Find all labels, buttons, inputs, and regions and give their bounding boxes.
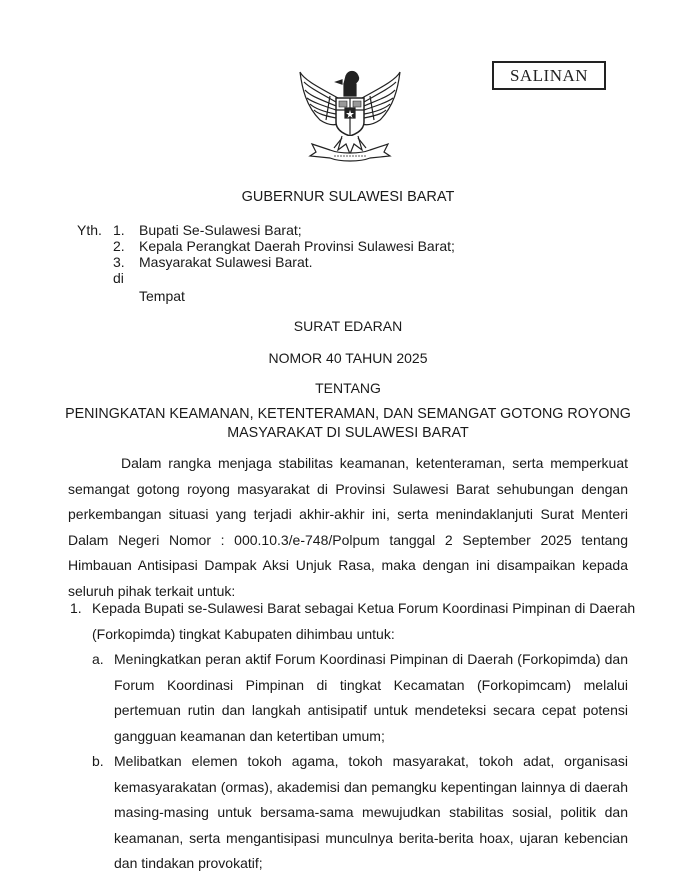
subpoint-line: Melibatkan elemen tokoh agama, tokoh masyarakat, tokoh adat, organisasi: [114, 753, 628, 769]
subject-line: PENINGKATAN KEAMANAN, KETENTERAMAN, DAN SEMANGAT GOTONG ROYONG: [65, 406, 631, 422]
intro-paragraph: [68, 451, 628, 605]
point-number: 1.: [70, 600, 82, 616]
point-line: (Forkopimda) tingkat Kabupaten dihimbau untuk:: [92, 625, 395, 642]
addressee-text: Kepala Perangkat Daerah Provinsi Sulawesi Barat;: [139, 238, 455, 254]
subpoint-line: Forum Koordinasi Pimpinan di tingkat Kecamatan (Forkopimcam) melalui: [114, 676, 628, 693]
subpoint-line: pertemuan rutin dan langkah antisipatif untuk mendeteksi secara cepat potensi: [114, 702, 628, 719]
subpoint-line: kemasyarakatan (ormas), akademisi dan pemangku kepentingan lainnya di daerah: [114, 778, 628, 795]
paragraph-line: Himbauan Antisipasi Dampak Aksi Unjuk Rasa, maka dengan ini disampaikan kepada: [68, 557, 628, 574]
addressee-text: Masyarakat Sulawesi Barat.: [139, 254, 313, 270]
addressee-label: Yth.: [77, 222, 102, 238]
paragraph-line: perkembangan situasi yang terjadi akhir-akhir ini, serta menindaklanjuti Surat Menteri: [68, 506, 628, 523]
subpoint-line: masing-masing untuk bersama-sama mewujudkan stabilitas sosial, politik dan: [114, 804, 628, 821]
about-label: TENTANG: [315, 380, 381, 396]
paragraph-line: seluruh pihak terkait untuk:: [68, 582, 236, 599]
paragraph-line: Dalam Negeri Nomor : 000.10.3/e-748/Polpum tanggal 2 September 2025 tentang: [68, 531, 628, 548]
di-label: di: [113, 270, 124, 286]
garuda-emblem-icon: [290, 58, 410, 178]
subpoint-line: keamanan, serta mengantisipasi munculnya berita-berita hoax, ujaran kebencian: [114, 829, 628, 846]
subpoint-letter: a.: [92, 651, 104, 667]
subpoint-line: Meningkatkan peran aktif Forum Koordinasi Pimpinan di Daerah (Forkopimda) dan: [114, 651, 628, 667]
addressee-text: Bupati Se-Sulawesi Barat;: [139, 222, 302, 238]
subpoint-text: [114, 749, 628, 877]
paragraph-line: Dalam rangka menjaga stabilitas keamanan, ketenteraman, serta memperkuat: [121, 455, 628, 471]
point-line: Kepada Bupati se-Sulawesi Barat sebagai Ketua Forum Koordinasi Pimpinan di Daerah: [92, 600, 636, 616]
addressee-number: 1.: [113, 222, 125, 238]
subpoint-line: gangguan keamanan dan ketertiban umum;: [114, 727, 385, 744]
subpoint-letter: b.: [92, 753, 104, 769]
subpoint-text: [114, 647, 628, 749]
issuer-heading: GUBERNUR SULAWESI BARAT: [241, 189, 455, 205]
addressee-number: 3.: [113, 254, 125, 270]
tempat-label: Tempat: [139, 288, 185, 304]
copy-stamp: SALINAN: [492, 61, 606, 90]
point-text: [92, 596, 636, 647]
document-subject: [0, 405, 696, 443]
paragraph-line: semangat gotong royong masyarakat di Provinsi Sulawesi Barat sehubungan dengan: [68, 480, 628, 497]
document-type: SURAT EDARAN: [293, 318, 403, 334]
document-number: NOMOR 40 TAHUN 2025: [268, 350, 428, 366]
addressee-number: 2.: [113, 238, 125, 254]
subject-line: MASYARAKAT DI SULAWESI BARAT: [227, 425, 469, 441]
subpoint-line: dan tindakan provokatif;: [114, 855, 263, 872]
